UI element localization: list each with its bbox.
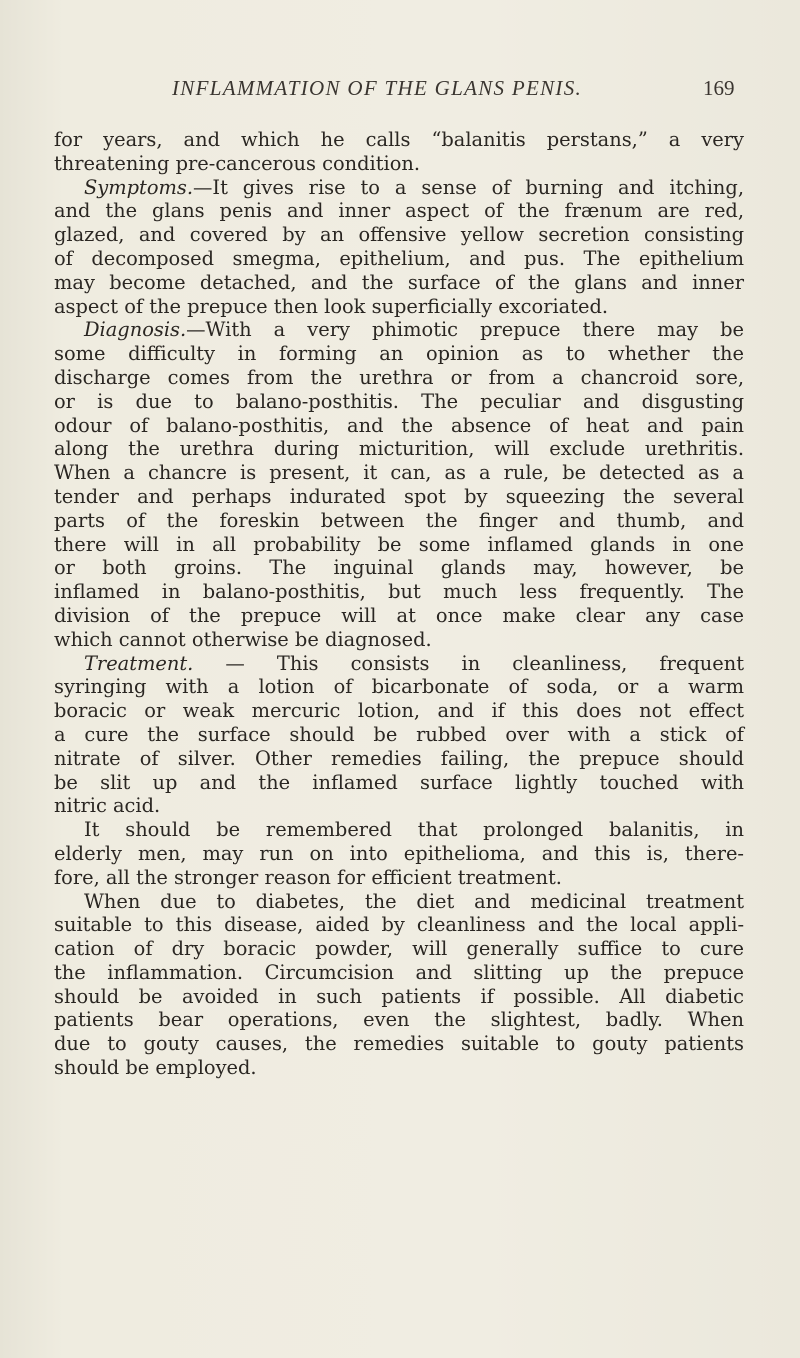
page-number: 169 (703, 76, 735, 100)
line-text: due to gouty causes, the remedies suitable to gouty patients (54, 1032, 744, 1056)
line-text: should be employed. (54, 1056, 257, 1080)
line-text: odour of balano-posthitis, and the absence of heat and pain (54, 413, 744, 437)
text-line (54, 390, 744, 414)
text-line (54, 1008, 744, 1032)
line-text: there will in all probability be some inflamed glands in one (54, 532, 744, 556)
text-line (54, 675, 744, 699)
text-line (54, 580, 744, 604)
text-line (54, 818, 744, 842)
running-head (0, 76, 800, 108)
line-text: or is due to balano-posthitis. The peculiar and disgusting (54, 389, 744, 413)
text-line (54, 176, 744, 200)
line-text: It should be remembered that prolonged balanitis, in (84, 818, 744, 842)
text-line (54, 604, 744, 628)
line-text: be slit up and the inflamed surface lightly touched with (54, 770, 744, 794)
text-line (54, 747, 744, 771)
text-line (54, 342, 744, 366)
line-text: syringing with a lotion of bicarbonate of soda, or a warm (54, 675, 744, 699)
text-line (54, 985, 744, 1009)
text-line (54, 794, 744, 818)
line-text: or both groins. The inguinal glands may, however, be (54, 556, 744, 580)
text-line (54, 699, 744, 723)
line-text: which cannot otherwise be diagnosed. (54, 627, 432, 651)
line-text: parts of the foreskin between the finger and thumb, and (54, 508, 744, 532)
text-line (54, 771, 744, 795)
line-text: — This consists in cleanliness, frequent (193, 651, 744, 675)
text-line (54, 723, 744, 747)
section-heading: Diagnosis. (84, 318, 187, 342)
text-line (54, 628, 744, 652)
line-text: some difficulty in forming an opinion as to whether the (54, 342, 744, 366)
section-heading: Symptoms. (84, 175, 194, 199)
line-text: suitable to this disease, aided by cleanliness and the local appli- (54, 913, 744, 937)
line-text: nitric acid. (54, 794, 161, 818)
section-heading: Treatment. (84, 651, 194, 675)
line-text: —With a very phimotic prepuce there may be (186, 318, 744, 342)
text-line (54, 842, 744, 866)
text-line (54, 318, 744, 342)
text-line (54, 913, 744, 937)
line-text: may become detached, and the surface of the glans and inner (54, 270, 744, 294)
line-text: discharge comes from the urethra or from a chancroid sore, (54, 365, 744, 389)
line-text: the inflammation. Circumcision and slitting up the prepuce (54, 960, 744, 984)
line-text: along the urethra during micturition, will exclude urethritis. (54, 437, 744, 461)
line-text: of decomposed smegma, epithelium, and pus. The epithelium (54, 246, 744, 270)
text-line (54, 128, 744, 152)
text-line (54, 866, 744, 890)
text-line (54, 223, 744, 247)
text-line (54, 961, 744, 985)
text-line (54, 1032, 744, 1056)
line-text: tender and perhaps indurated spot by squeezing the several (54, 484, 744, 508)
text-line (54, 485, 744, 509)
running-head-title: INFLAMMATION OF THE GLANS PENIS. (172, 76, 583, 100)
line-text: patients bear operations, even the slightest, badly. When (54, 1008, 744, 1032)
line-text: elderly men, may run on into epithelioma, and this is, there- (54, 841, 744, 865)
text-line (54, 509, 744, 533)
line-text: division of the prepuce will at once make clear any case (54, 603, 744, 627)
line-text: nitrate of silver. Other remedies failing, the prepuce should (54, 746, 744, 770)
line-text: fore, all the stronger reason for efficient treatment. (54, 865, 562, 889)
line-text: aspect of the prepuce then look superficially excoriated. (54, 294, 609, 318)
body-text (54, 128, 744, 1080)
text-line (54, 652, 744, 676)
text-line (54, 247, 744, 271)
line-text: —It gives rise to a sense of burning and itching, (193, 175, 744, 199)
line-text: inflamed in balano-posthitis, but much less frequently. The (54, 580, 744, 604)
text-line (54, 295, 744, 319)
text-line (54, 890, 744, 914)
line-text: glazed, and covered by an offensive yellow secretion consisting (54, 223, 744, 247)
line-text: cation of dry boracic powder, will generally suffice to cure (54, 937, 744, 961)
line-text: When a chancre is present, it can, as a rule, be detected as a (54, 461, 744, 485)
text-line (54, 152, 744, 176)
text-line (54, 556, 744, 580)
text-line (54, 461, 744, 485)
text-line (54, 533, 744, 557)
line-text: boracic or weak mercuric lotion, and if this does not effect (54, 699, 744, 723)
text-line (54, 199, 744, 223)
text-line (54, 937, 744, 961)
line-text: and the glans penis and inner aspect of the frænum are red, (54, 199, 744, 223)
text-line (54, 366, 744, 390)
text-line (54, 414, 744, 438)
text-line (54, 1056, 744, 1080)
line-text: should be avoided in such patients if possible. All diabetic (54, 984, 744, 1008)
line-text: for years, and which he calls “balanitis perstans,” a very (54, 128, 744, 151)
text-line (54, 437, 744, 461)
line-text: threatening pre-cancerous condition. (54, 151, 421, 175)
text-line (54, 271, 744, 295)
line-text: a cure the surface should be rubbed over with a stick of (54, 722, 744, 746)
line-text: When due to diabetes, the diet and medicinal treatment (84, 889, 744, 913)
